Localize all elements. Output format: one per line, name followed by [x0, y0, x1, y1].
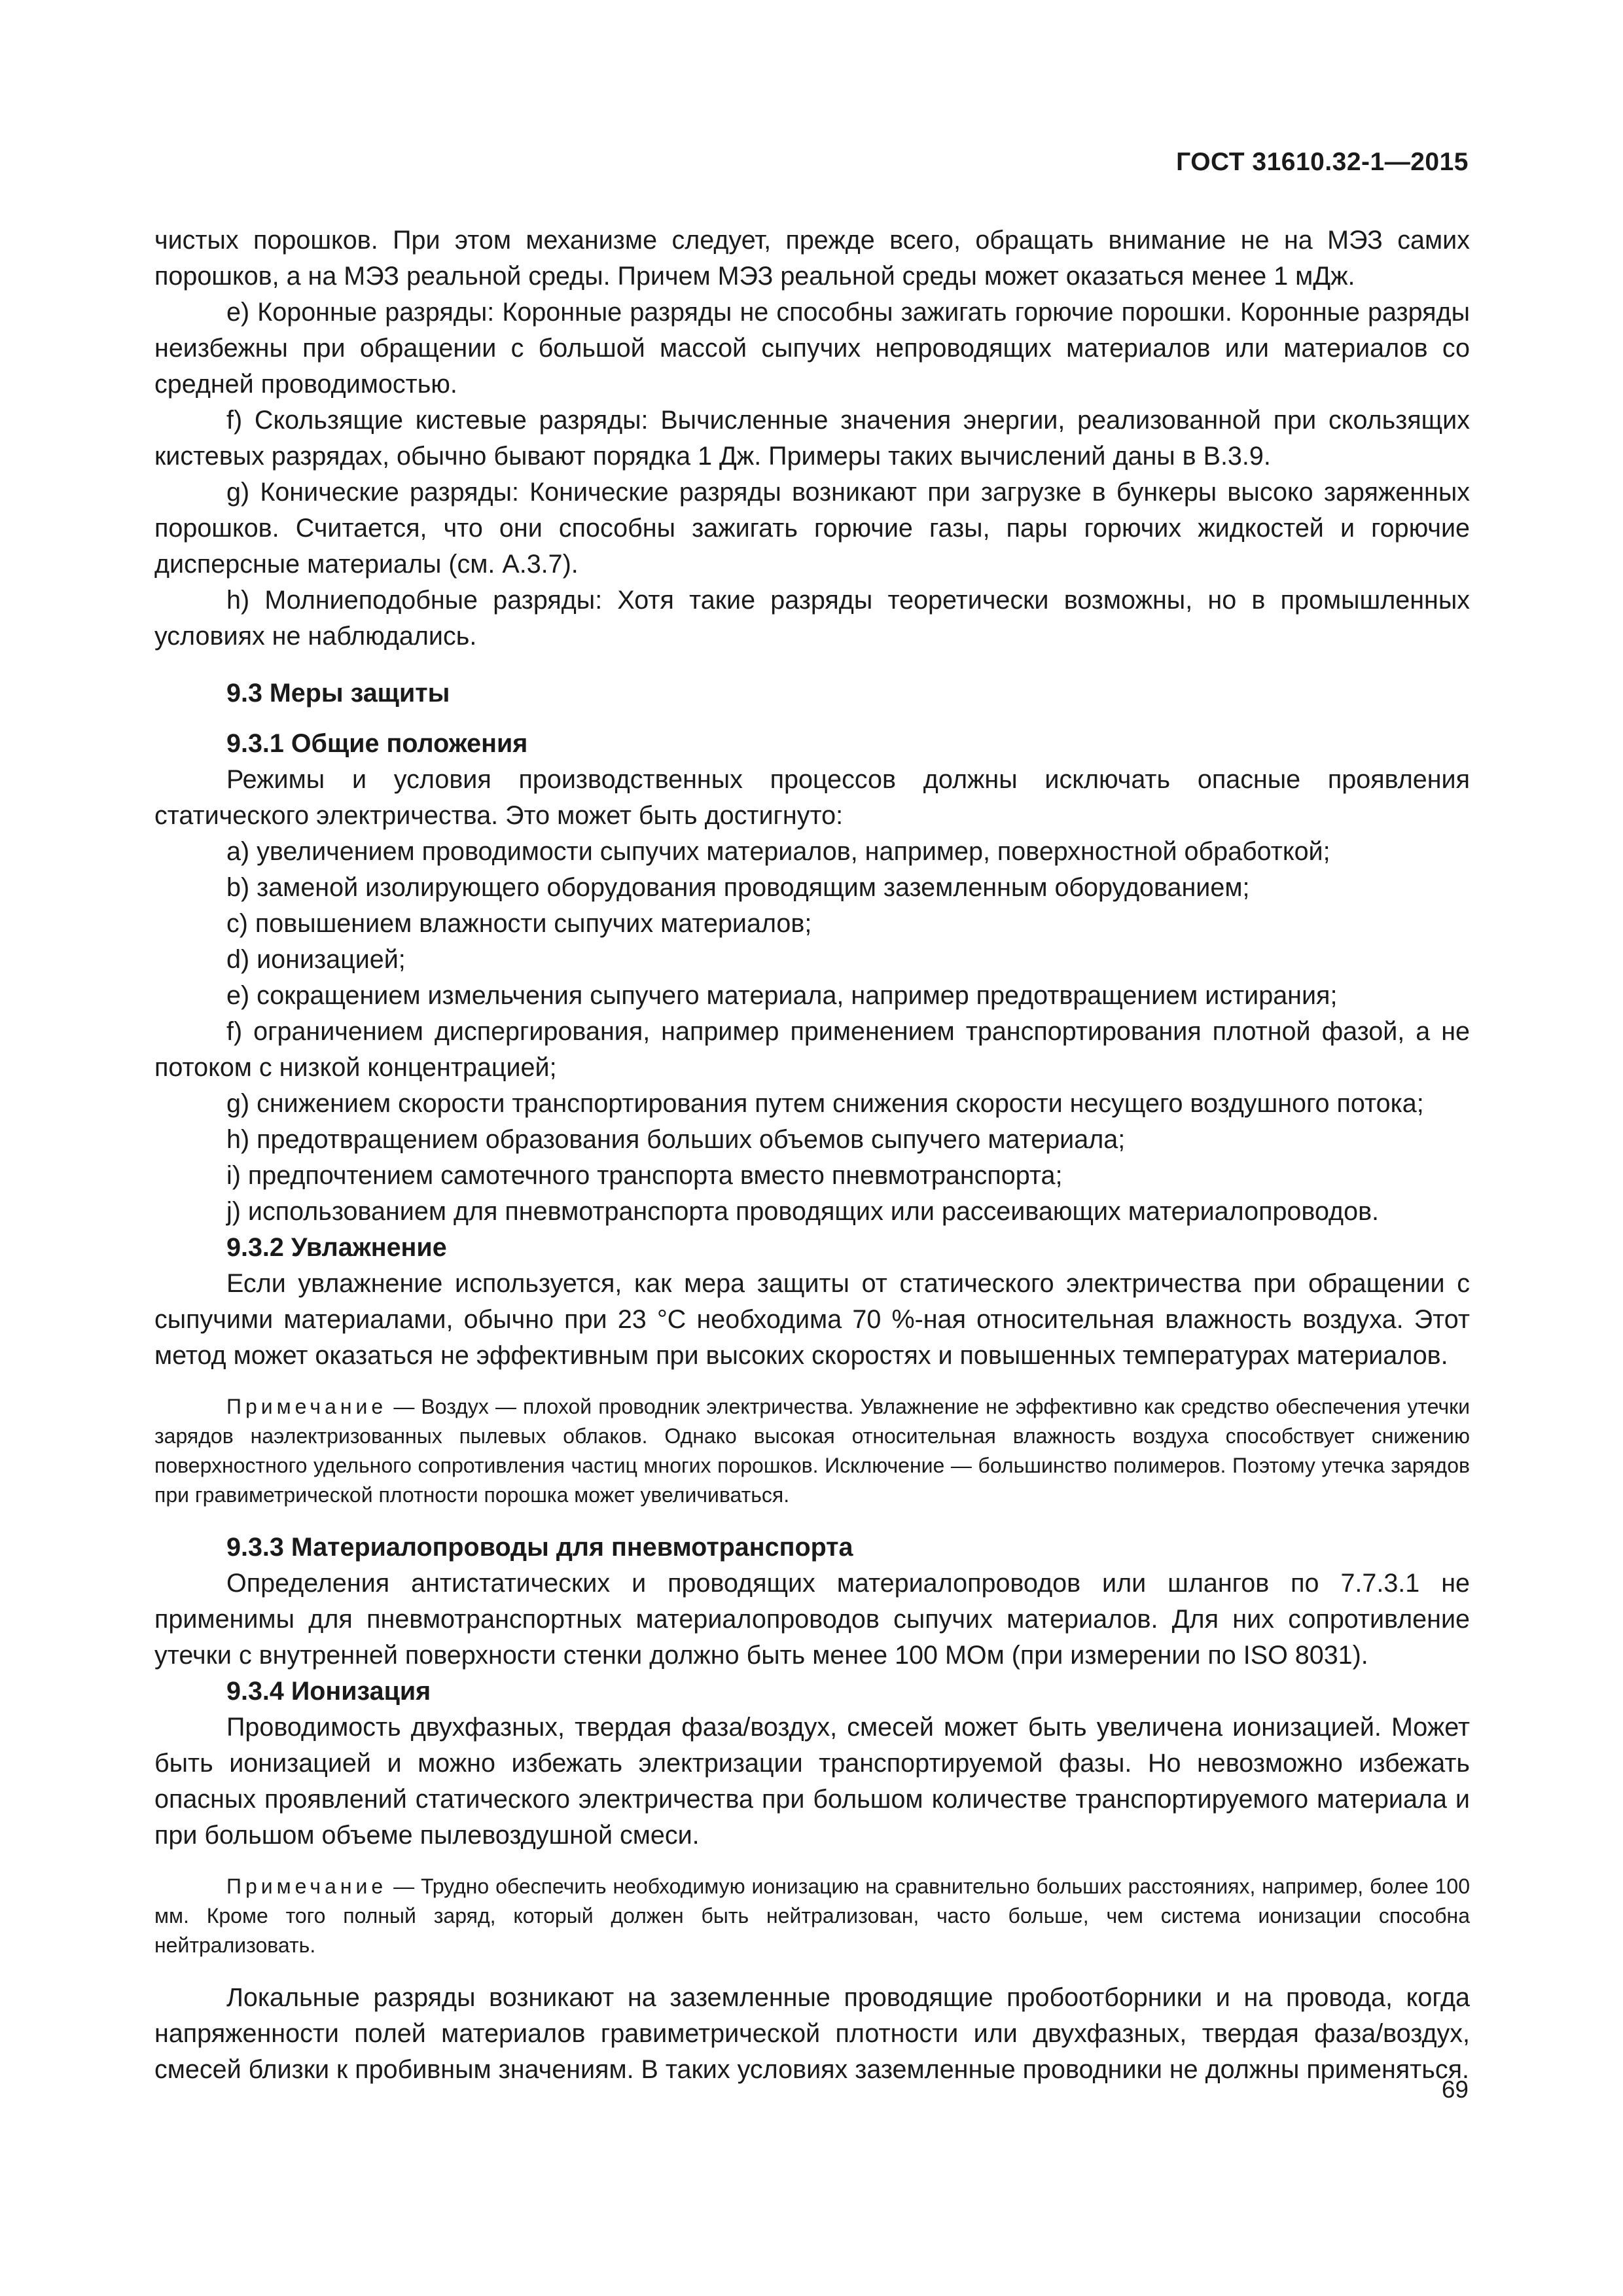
section-heading-9-3: 9.3 Меры защиты: [226, 679, 450, 708]
note-text: — Трудно обеспечить необходимую ионизацию на сравнительно больших расстояниях, например, более 100 мм. Кроме того полный заряд, который должен быть нейтрализован, часто больше, чем система ионизации способна нейтрализовать.: [154, 1874, 1470, 1957]
section-heading-9-3-3: 9.3.3 Материалопроводы для пневмотранспорта: [226, 1533, 853, 1562]
list-item-d: d) ионизацией;: [226, 945, 406, 974]
paragraph-lightning-discharge: h) Молниеподобные разряды: Хотя такие разряды теоретически возможны, но в промышленных условиях не наблюдались.: [154, 586, 1470, 651]
list-item-b: b) заменой изолирующего оборудования проводящим заземленным оборудованием;: [226, 873, 1250, 902]
note-label: Примечание: [226, 1395, 387, 1418]
list-item-h: h) предотвращением образования больших объемов сыпучего материала;: [226, 1125, 1126, 1154]
section-heading-9-3-1: 9.3.1 Общие положения: [226, 729, 528, 758]
paragraph-corona-discharge: е) Коронные разряды: Коронные разряды не способны зажигать горючие порошки. Коронные разряды неизбежны при обращении с большой массой сыпучих непроводящих материалов или материалов со средней проводимостью.: [154, 298, 1470, 399]
page-content: [154, 223, 1470, 2088]
list-item-g: g) снижением скорости транспортирования путем снижения скорости несущего воздушного потока;: [226, 1089, 1424, 1118]
section-9-3-3-text: Определения антистатических и проводящих материалопроводов или шлангов по 7.7.3.1 не применимы для пневмотранспортных материалопроводов сыпучих материалов. Для них сопротивление утечки с внутренней поверхности стенки должно быть менее 100 МОм (при измерении по ISO 8031).: [154, 1569, 1470, 1670]
paragraph-sliding-brush-discharge: f) Скользящие кистевые разряды: Вычисленные значения энергии, реализованной при скользящих кистевых разрядах, обычно бывают порядка 1 Дж. Примеры таких вычислений даны в В.3.9.: [154, 406, 1470, 471]
section-heading-9-3-4: 9.3.4 Ионизация: [226, 1677, 431, 1706]
section-9-3-4-text: Проводимость двухфазных, твердая фаза/воздух, смесей может быть увеличена ионизацией. Может быть ионизацией и можно избежать электризации транспортируемой фазы. Но невозможно избежать опасных проявлений статического электричества при большом количестве транспортируемого материала и при большом объеме пылевоздушной смеси.: [154, 1713, 1470, 1850]
section-9-3-4-closing: Локальные разряды возникают на заземленные проводящие пробоотборники и на провода, когда напряженности полей материалов гравиметрической плотности или двухфазных, твердая фаза/воздух, смесей близки к пробивным значениям. В таких условиях заземленные проводники не должны применяться.: [154, 1983, 1470, 2084]
paragraph-cone-discharge: g) Конические разряды: Конические разряды возникают при загрузке в бункеры высоко заряженных порошков. Считается, что они способны зажигать горючие газы, пары горючих жидкостей и горючие дисперсные материалы (см. А.3.7).: [154, 478, 1470, 579]
list-item-a: а) увеличением проводимости сыпучих материалов, например, поверхностной обработкой;: [226, 837, 1330, 866]
list-item-e: е) сокращением измельчения сыпучего материала, например предотвращением истирания;: [226, 981, 1338, 1010]
note-ionization: [154, 1872, 1470, 1960]
list-item-i: i) предпочтением самотечного транспорта вместо пневмотранспорта;: [226, 1161, 1063, 1190]
section-9-3-1-intro: Режимы и условия производственных процессов должны исключать опасные проявления статического электричества. Это может быть достигнуто:: [154, 765, 1470, 830]
note-label: Примечание: [226, 1874, 387, 1898]
list-item-c: с) повышением влажности сыпучих материалов;: [226, 909, 812, 938]
note-text: — Воздух — плохой проводник электричества. Увлажнение не эффективно как средство обеспечения утечки зарядов наэлектризованных пылевых облаков. Однако высокая относительная влажность воздуха способствует снижению поверхностного удельного сопротивления частиц многих порошков. Исключение — большинство полимеров. Поэтому утечка зарядов при гравиметрической плотности порошка может увеличиваться.: [154, 1395, 1470, 1507]
list-item-j: j) использованием для пневмотранспорта проводящих или рассеивающих материалопроводов.: [226, 1197, 1380, 1226]
standard-header: ГОСТ 31610.32-1—2015: [1176, 148, 1469, 176]
page-number: 69: [1441, 2076, 1469, 2103]
section-heading-9-3-2: 9.3.2 Увлажнение: [226, 1233, 447, 1262]
note-humidification: [154, 1392, 1470, 1510]
paragraph-continuation: чистых порошков. При этом механизме следует, прежде всего, обращать внимание не на МЭЗ самих порошков, а на МЭЗ реальной среды. Причем МЭЗ реальной среды может оказаться менее 1 мДж.: [154, 226, 1470, 291]
section-9-3-2-text: Если увлажнение используется, как мера защиты от статического электричества при обращении с сыпучими материалами, обычно при 23 °С необходима 70 %-ная относительная влажность воздуха. Этот метод может оказаться не эффективным при высоких скоростях и повышенных температурах материалов.: [154, 1269, 1470, 1370]
list-item-f: f) ограничением диспергирования, например применением транспортирования плотной фазой, а не потоком с низкой концентрацией;: [154, 1017, 1470, 1082]
